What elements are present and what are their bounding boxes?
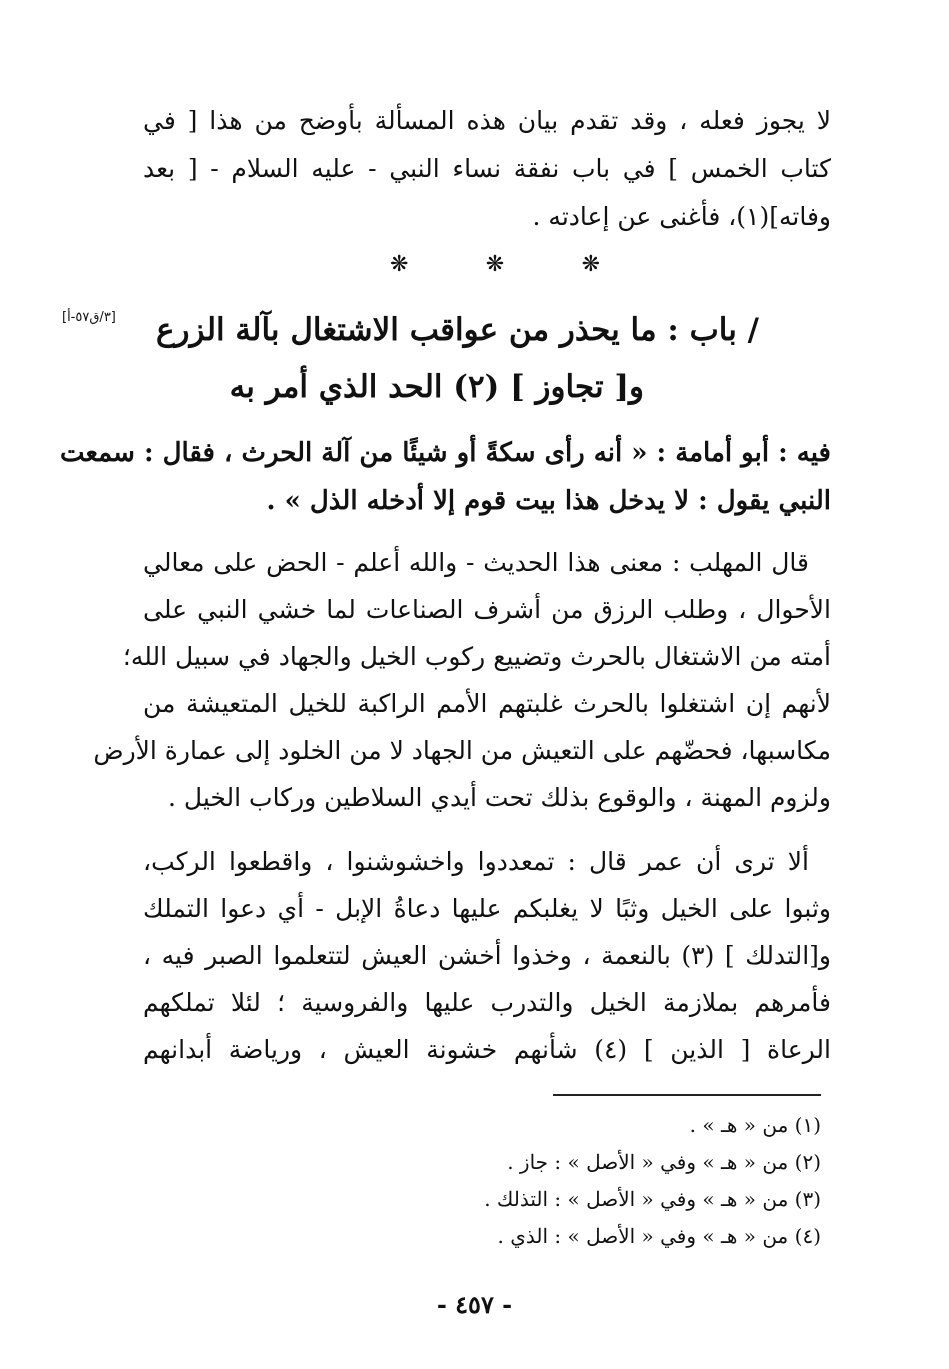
intro-line-1: لا يجوز فعله ، وقد تقدم بيان هذه المسألة بأوضح من هذا [ في — [143, 106, 831, 135]
footnote-3: (٣) من « هـ » وفي « الأصل » : التذلك . — [484, 1187, 821, 1211]
footnote-divider — [553, 1094, 821, 1096]
intro-line-2: كتاب الخمس ] في باب نفقة نساء النبي - عليه السلام - [ بعد — [143, 154, 831, 183]
hadith-line-2: النبي يقول : لا يدخل هذا بيت قوم إلا أدخله الذل » . — [266, 486, 831, 516]
paragraph1-line-3: أمته من الاشتغال بالحرث وتضييع ركوب الخيل والجهاد في سبيل الله؛ — [122, 642, 831, 671]
page-number: - ٤٥٧ - — [436, 1290, 513, 1319]
manuscript-folio-reference: [٣/ق٥٧-أ] — [62, 310, 116, 325]
star-ornament-icon: ❋ — [485, 252, 505, 277]
paragraph2-line-4: فأمرهم بملازمة الخيل والتدرب عليها والفروسية ؛ لئلا تملكهم — [143, 988, 831, 1017]
footnote-4: (٤) من « هـ » وفي « الأصل » : الذي . — [497, 1224, 821, 1248]
paragraph1-line-6: ولزوم المهنة ، والوقوع بذلك تحت أيدي السلاطين وركاب الخيل . — [168, 783, 831, 812]
paragraph1-line-1: قال المهلب : معنى هذا الحديث - والله أعلم - الحض على معالي — [143, 548, 809, 577]
paragraph1-line-2: الأحوال ، وطلب الرزق من أشرف الصناعات لما خشي النبي على — [143, 595, 831, 624]
section-separator — [390, 250, 600, 280]
star-ornament-icon: ❋ — [390, 252, 409, 277]
paragraph2-line-3: و[التدلك ] (٣) بالنعمة ، وخذوا أخشن العيش لتتعلموا الصبر فيه ، — [143, 941, 831, 970]
paragraph2-line-5: الرعاة [ الذين ] (٤) شأنهم خشونة العيش ، ورياضة أبدانهم — [143, 1035, 831, 1064]
footnote-1: (١) من « هـ » . — [689, 1113, 821, 1137]
hadith-line-1: فيه : أبو أمامة : « أنه رأى سكةً أو شيئًا من آلة الحرث ، فقال : سمعت — [60, 438, 831, 468]
intro-line-3: وفاته](١)، فأغنى عن إعادته . — [532, 202, 831, 231]
footnote-2: (٢) من « هـ » وفي « الأصل » : جاز . — [507, 1150, 821, 1174]
chapter-title-line-2: و[ تجاوز ] (٢) الحد الذي أمر به — [229, 369, 644, 405]
chapter-title-line-1: / باب : ما يحذر من عواقب الاشتغال بآلة الزرع — [156, 312, 759, 348]
paragraph2-line-1: ألا ترى أن عمر قال : تمعددوا واخشوشنوا ، واقطعوا الركب، — [143, 847, 809, 876]
paragraph1-line-4: لأنهم إن اشتغلوا بالحرث غلبتهم الأمم الراكبة للخيل المتعيشة من — [143, 689, 831, 718]
paragraph1-line-5: مكاسبها، فحضّهم على التعيش من الجهاد لا من الخلود إلى عمارة الأرض — [93, 736, 831, 765]
paragraph2-line-2: وثبوا على الخيل وثبًا لا يغلبكم عليها دعاةُ الإبل - أي دعوا التملك — [143, 894, 831, 923]
star-ornament-icon: ❋ — [581, 252, 600, 277]
